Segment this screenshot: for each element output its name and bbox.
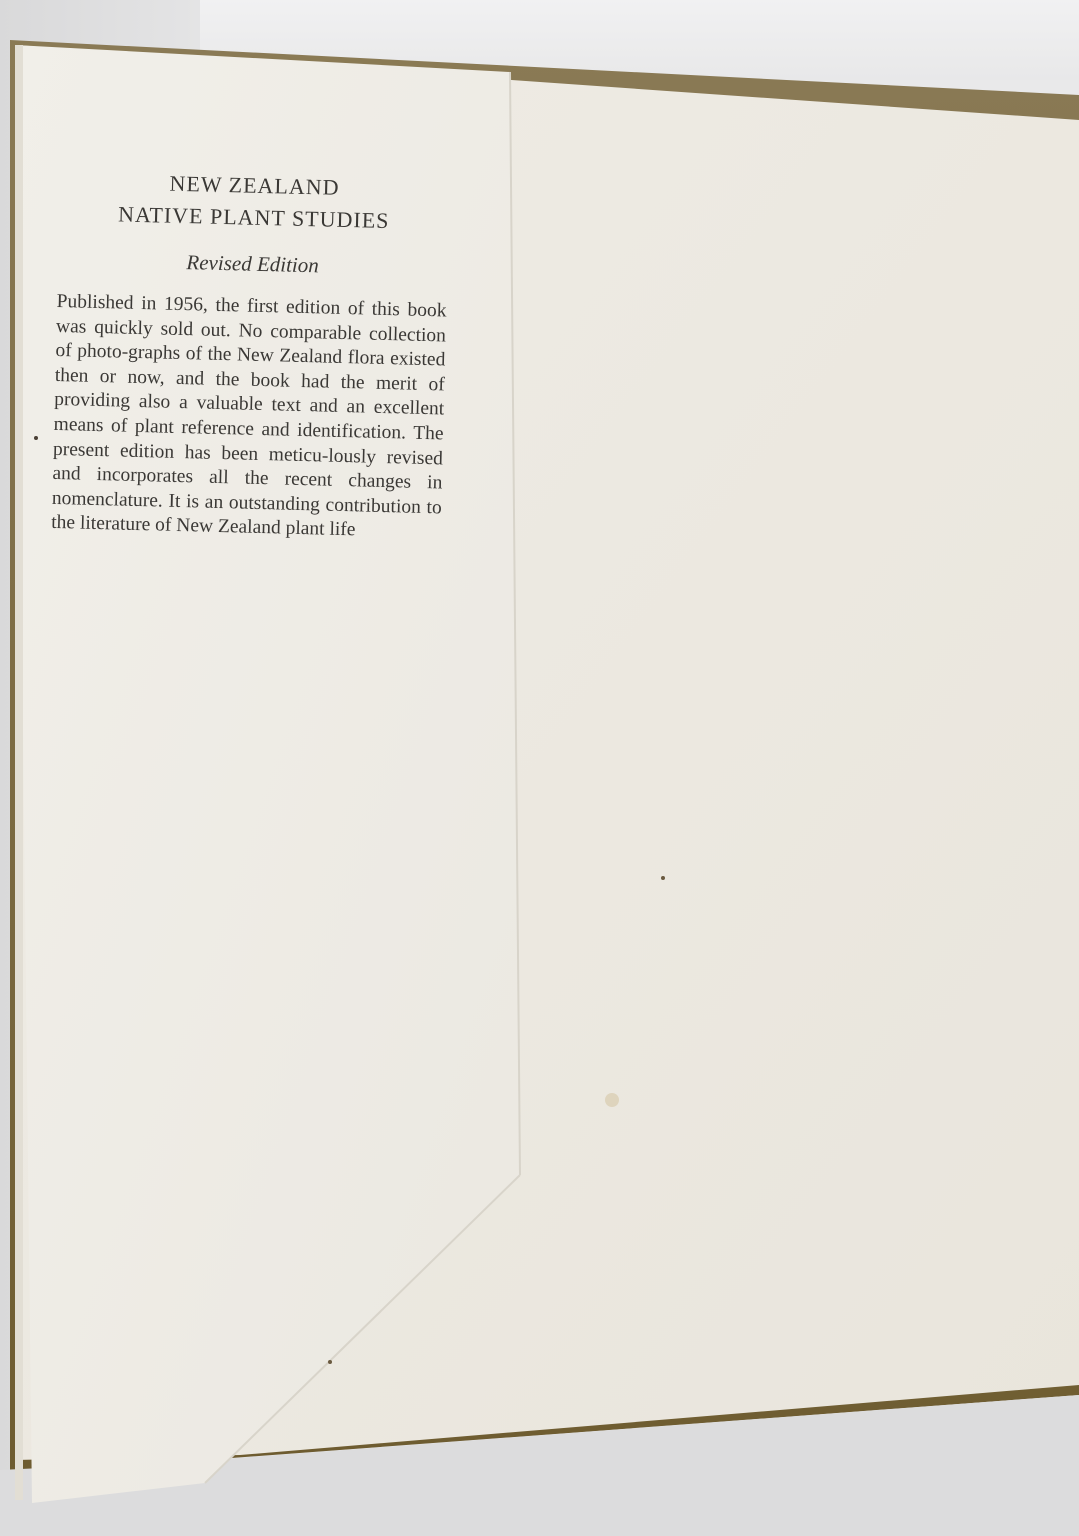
stain-spot (605, 1093, 619, 1107)
book-title-line-1: NEW ZEALAND (169, 170, 340, 200)
jacket-left-edge-shadow (15, 45, 23, 1500)
stain-spot (328, 1360, 332, 1364)
flap-blurb: Published in 1956, the first edition of this book was quickly sold out. No comparable collection of photo-graphs of the New Zealand flora existed then or now, and the book had the merit of providing also a valuable text and an excellent means of plant reference and identification. The present edition has been meticu-lously revised and incorporates all the recent changes in nomenclature. It is an outstanding contribution to the literature of New Zealand plant life (51, 290, 447, 541)
stain-spot (34, 436, 38, 440)
book-title-line-2: NATIVE PLANT STUDIES (117, 201, 390, 234)
flap-text-block (51, 165, 450, 545)
stain-spot (661, 876, 665, 880)
book-title (58, 165, 449, 239)
edition-label: Revised Edition (186, 250, 320, 278)
